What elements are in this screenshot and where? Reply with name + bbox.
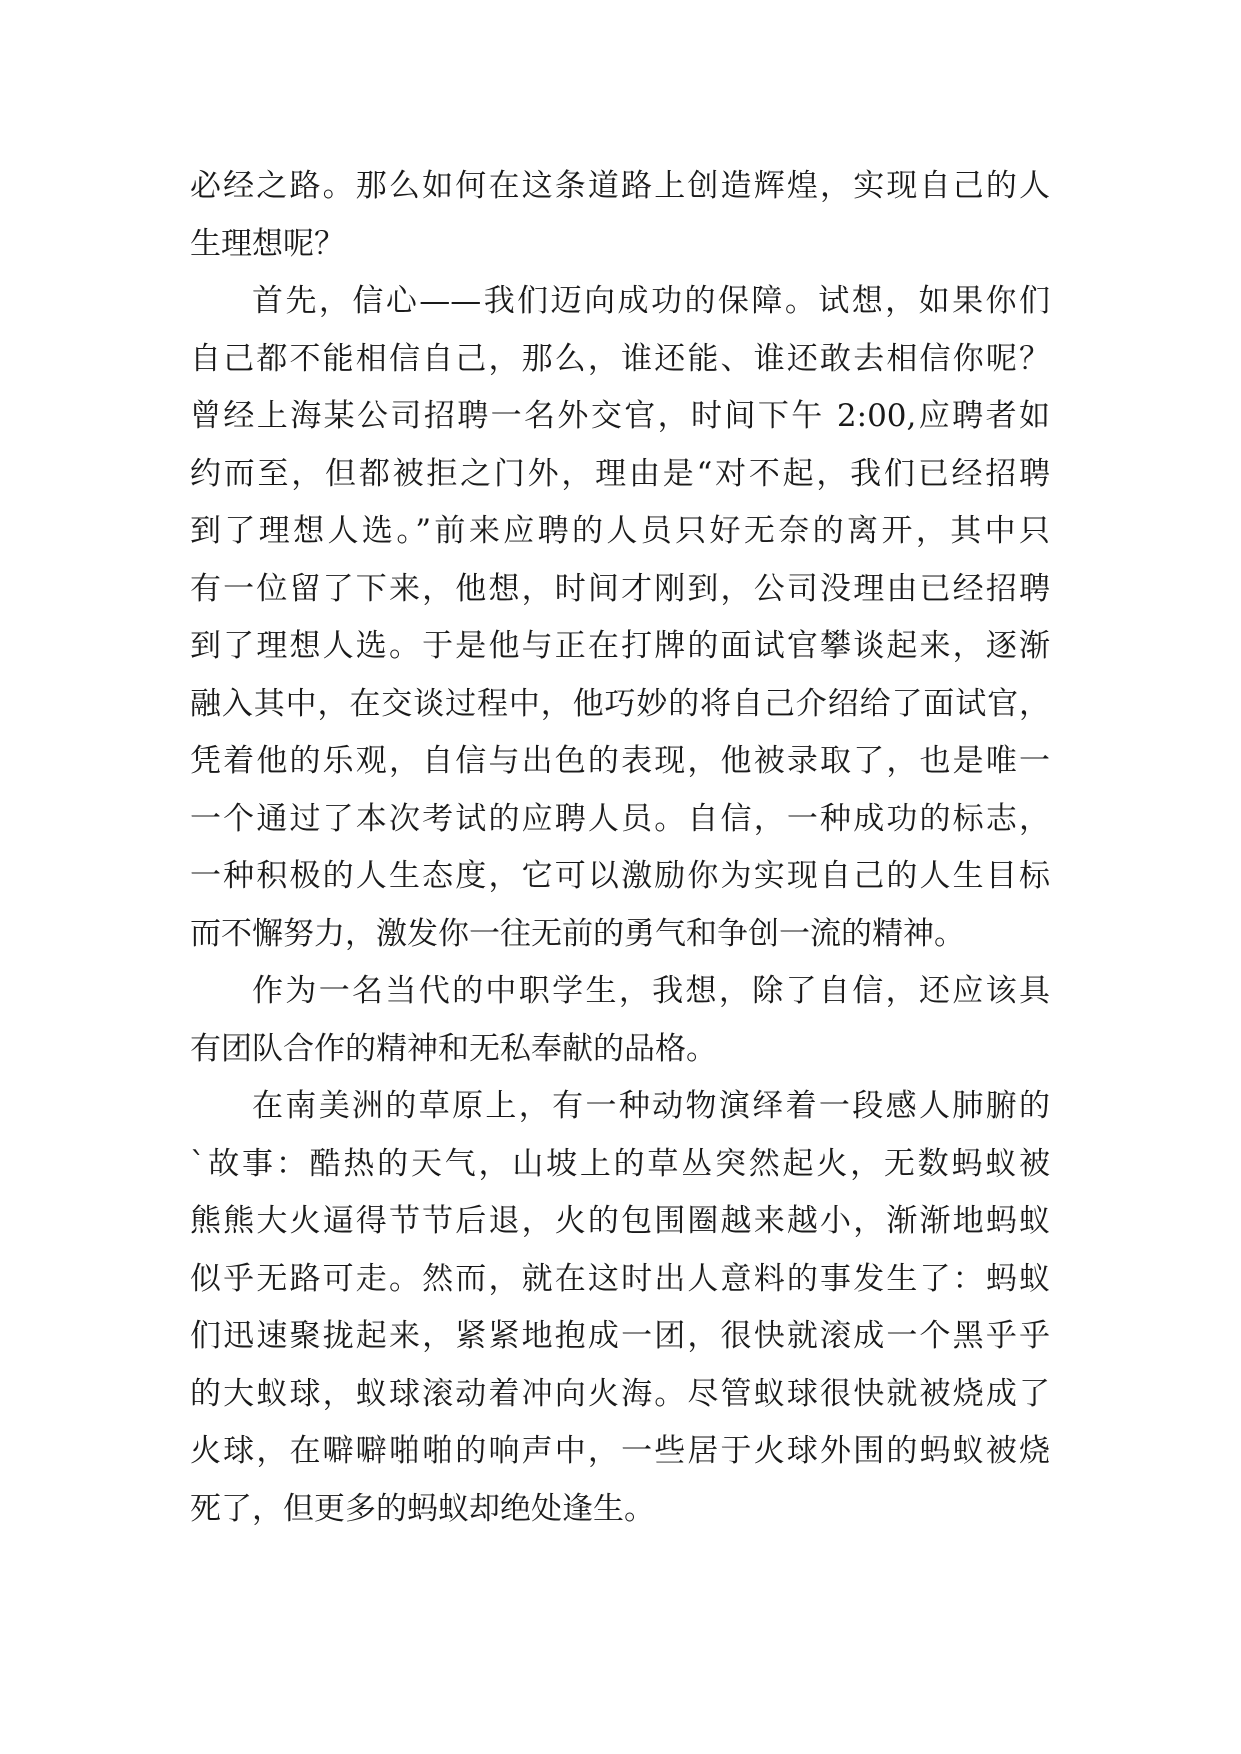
text-line: 死了，但更多的蚂蚁却绝处逢生。: [190, 1490, 655, 1527]
text-line: 自己都不能相信自己，那么，谁还能、谁还敢去相信你呢？: [190, 340, 1050, 377]
text-line: 首先，信心——我们迈向成功的保障。试想，如果你们: [252, 283, 1050, 319]
text-line: 似乎无路可走。然而，就在这时出人意料的事发生了：蚂蚁: [190, 1260, 1050, 1297]
text-line: 凭着他的乐观，自信与出色的表现，他被录取了，也是唯一: [190, 743, 1050, 779]
text-line: 在南美洲的草原上，有一种动物演绎着一段感人肺腑的: [252, 1088, 1050, 1124]
text-line: 一个通过了本次考试的应聘人员。自信，一种成功的标志，: [190, 800, 1050, 837]
text-line: 曾经上海某公司招聘一名外交官，时间下午 2:00,应聘者如: [190, 398, 1050, 434]
text-line: 有团队合作的精神和无私奉献的品格。: [190, 1030, 717, 1067]
text-line: 熊熊大火逼得节节后退，火的包围圈越来越小，渐渐地蚂蚁: [190, 1203, 1050, 1239]
text-line: 作为一名当代的中职学生，我想，除了自信，还应该具: [252, 973, 1050, 1009]
document-body: [190, 158, 1050, 1538]
text-line: 到了理想人选。于是他与正在打牌的面试官攀谈起来，逐渐: [190, 628, 1050, 664]
text-line: 们迅速聚拢起来，紧紧地抱成一团，很快就滚成一个黑乎乎: [190, 1318, 1050, 1354]
text-line: 约而至，但都被拒之门外，理由是“对不起，我们已经招聘: [190, 455, 1050, 492]
text-line: 生理想呢？: [190, 225, 345, 262]
text-line: 而不懈努力，激发你一往无前的勇气和争创一流的精神。: [190, 915, 965, 952]
text-line: 到了理想人选。”前来应聘的人员只好无奈的离开，其中只: [190, 513, 1050, 549]
text-line: 融入其中，在交谈过程中，他巧妙的将自己介绍给了面试官，: [190, 685, 1050, 722]
text-line: `故事：酷热的天气，山坡上的草丛突然起火，无数蚂蚁被: [190, 1145, 1050, 1182]
text-line: 火球，在噼噼啪啪的响声中，一些居于火球外围的蚂蚁被烧: [190, 1433, 1050, 1469]
text-line: 有一位留了下来，他想，时间才刚到，公司没理由已经招聘: [190, 570, 1050, 607]
text-line: 一种积极的人生态度，它可以激励你为实现自己的人生目标: [190, 858, 1050, 894]
text-line: 的大蚁球，蚁球滚动着冲向火海。尽管蚁球很快就被烧成了: [190, 1375, 1050, 1412]
text-line: 必经之路。那么如何在这条道路上创造辉煌，实现自己的人: [190, 168, 1050, 204]
